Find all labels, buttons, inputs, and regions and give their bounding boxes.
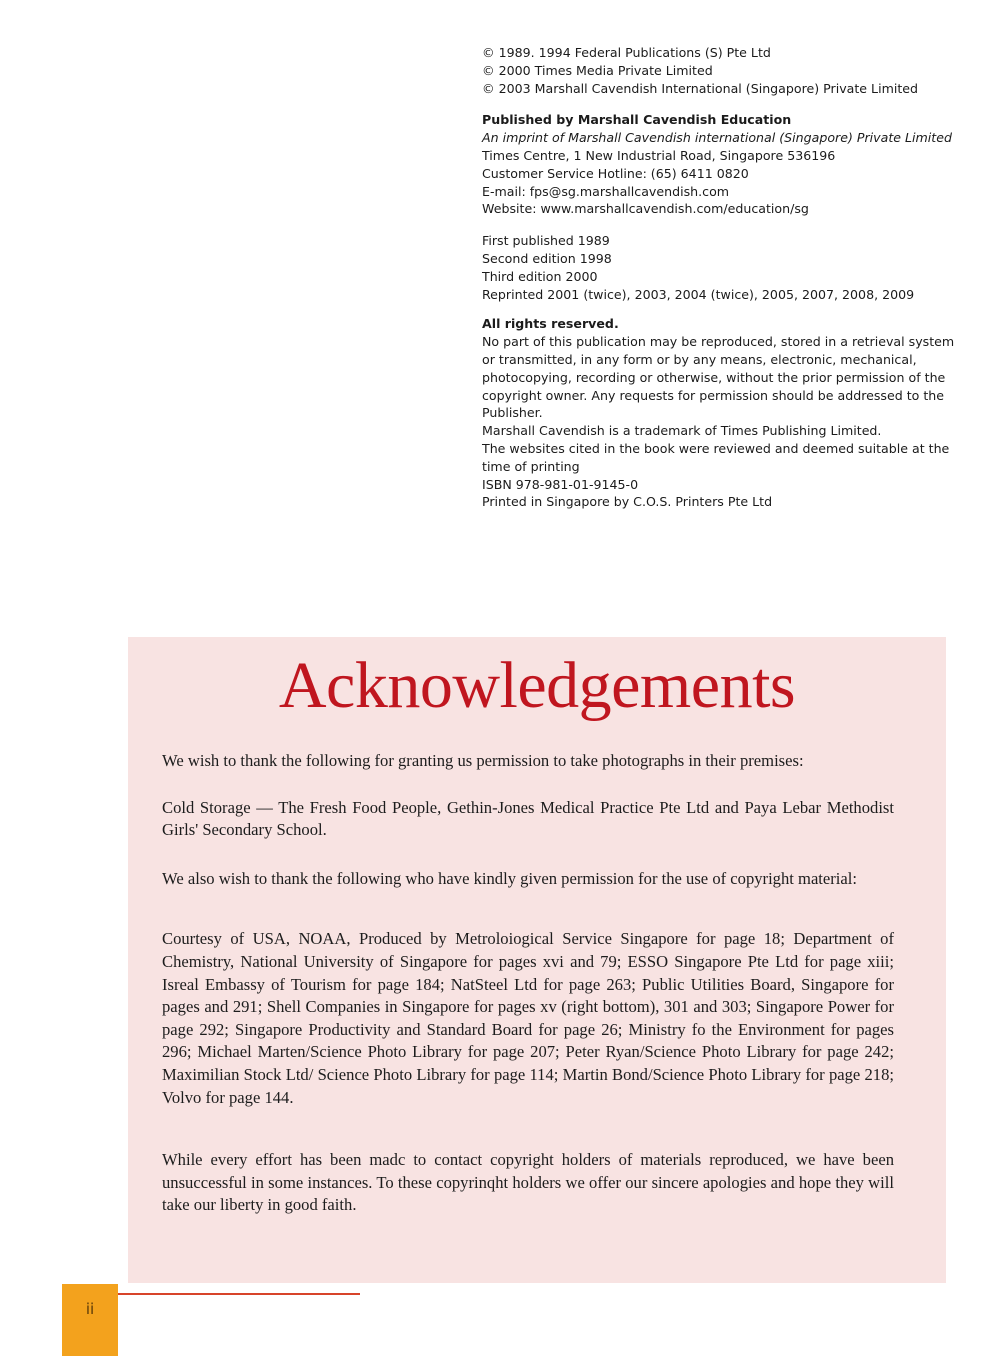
copyright-notice: © 1989. 1994 Federal Publications (S) Pte Ltd	[482, 45, 771, 60]
copyright-notice: © 2003 Marshall Cavendish International (Singapore) Private Limited	[482, 80, 919, 96]
acknowledgements-title: Acknowledgements	[278, 649, 796, 722]
imprint-line: An imprint of Marshall Cavendish international (Singapore) Private Limited	[482, 130, 952, 146]
edition-line: Reprinted 2001 (twice), 2003, 2004 (twice), 2005, 2007, 2008, 2009	[482, 286, 915, 302]
acknowledgement-paragraph: We wish to thank the following for granting us permission to take photographs in their premises:	[162, 751, 804, 770]
page-number-tab	[62, 1284, 118, 1356]
copyright-notices	[482, 44, 960, 97]
edition-line: Second edition 1998	[482, 250, 612, 266]
customer-hotline: Customer Service Hotline: (65) 6411 0820	[482, 165, 749, 181]
edition-history	[482, 232, 960, 303]
reproduction-notice: No part of this publication may be reproduced, stored in a retrieval system or transmitted, in any form or by any means, electronic, mechanical, photocopying, recording or otherwise, without the prior permission of the copyright owner. Any requests for permission should be addressed to the Publisher.	[482, 334, 955, 421]
acknowledgement-paragraph: Courtesy of USA, NOAA, Produced by Metroloiogical Service Singapore for page 18; Department of Chemistry, National University of Singapore for pages xvi and 79; ESSO Singapore Pte Ltd for page xiii; Isreal Embassy of Tourism for page 184; NatSteel Ltd for page 263; Public Utilities Board, Singapore for pages and 291; Shell Companies in Singapore for pages xv (right bottom), 301 and 303; Singapore Power for page 292; Singapore Productivity and Standard Board for page 26; Ministry fo the Environment for pages 296; Michael Marten/Science Photo Library for page 207; Peter Ryan/Science Photo Library for page 242; Maximilian Stock Ltd/ Science Photo Library for page 114; Martin Bond/Science Photo Library for page 218; Volvo for page 144.	[162, 929, 894, 1107]
publisher-website: Website: www.marshallcavendish.com/education/sg	[482, 201, 809, 217]
trademark-notice: Marshall Cavendish is a trademark of Times Publishing Limited.	[482, 423, 882, 439]
edition-line: Third edition 2000	[482, 268, 598, 284]
rights-statement: All rights reserved.	[482, 316, 619, 332]
publisher-email: E-mail: fps@sg.marshallcavendish.com	[482, 183, 730, 199]
copyright-page-block	[482, 44, 960, 511]
footer-rule	[118, 1293, 360, 1295]
websites-note: The websites cited in the book were reviewed and deemed suitable at the time of printing	[482, 440, 950, 474]
publisher-address: Times Centre, 1 New Industrial Road, Singapore 536196	[482, 147, 836, 163]
publisher-info	[482, 111, 960, 218]
copyright-notice: © 2000 Times Media Private Limited	[482, 62, 713, 78]
acknowledgement-paragraph: Cold Storage — The Fresh Food People, Gethin-Jones Medical Practice Pte Ltd and Paya Lebar Methodist Girls' Secondary School.	[162, 797, 894, 840]
isbn: ISBN 978-981-01-9145-0	[482, 476, 639, 492]
acknowledgements-body	[162, 750, 894, 1217]
page-number: ii	[85, 1300, 95, 1318]
printer-credit: Printed in Singapore by C.O.S. Printers Pte Ltd	[482, 494, 773, 510]
edition-line: First published 1989	[482, 233, 610, 249]
publisher-heading: Published by Marshall Cavendish Education	[482, 112, 792, 128]
acknowledgement-paragraph: We also wish to thank the following who have kindly given permission for the use of copyright material:	[162, 868, 858, 888]
acknowledgement-paragraph: While every effort has been madc to contact copyright holders of materials reproduced, we have been unsuccessful in some instances. To these copyrinqht holders we offer our sincere apologies and hope they will take our liberty in good faith.	[162, 1150, 894, 1215]
